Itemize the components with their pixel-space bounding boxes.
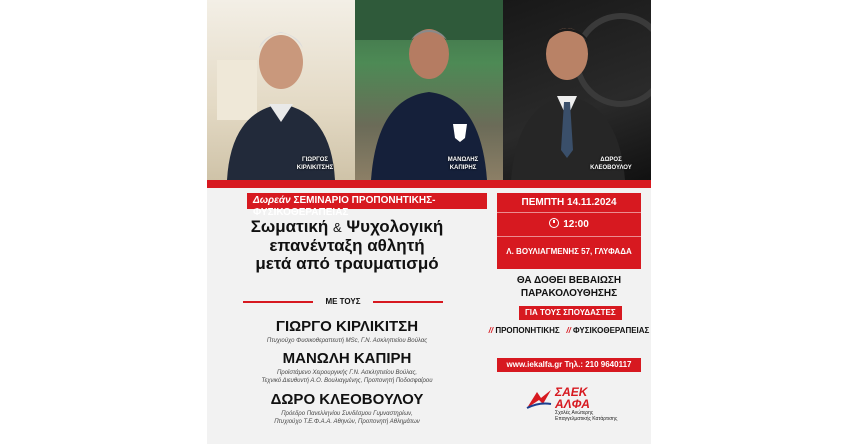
caption-first-name: ΓΙΩΡΓΟΣ [302,157,328,163]
speaker-photo-kapiris [355,0,503,180]
logo-subtitle-line-2: Επαγγελματικής Κατάρτισης [555,416,618,422]
attendance-note [487,274,651,300]
event-address: Λ. ΒΟΥΛΙΑΓΜΕΝΗΣ 57, ΓΛΥΦΑΔΑ [506,247,632,256]
logo-wordmark [555,386,590,410]
caption-first-name: ΔΩΡΟΣ [600,157,622,163]
divider-right [373,301,443,303]
event-date: ΠΕΜΠΤΗ 14.11.2024 [497,193,641,213]
headline-word-psychologiki: Ψυχολογική [346,217,444,236]
portrait-figure-1 [207,0,355,180]
photo-caption-3 [581,156,641,172]
tracks-list [487,326,651,335]
photo-caption-1 [285,156,345,172]
seminar-tag [247,193,487,218]
speaker-name-1: ΓΙΩΡΓΟ ΚΙΡΛΙΚΙΤΣΗ [275,318,419,335]
logo-line-2: ΑΛΦΑ [555,397,590,411]
speaker-desc-3b: Πτυχιούχο Τ.Ε.Φ.Α.Α. Αθηνών, Προπονητή Αθλημάτων [274,419,420,425]
speaker-desc-3a: Πρόεδρο Πανελληνίου Συνδέσμου Γυμναστηρίων, [281,411,413,417]
speaker-photo-kleovoulou [503,0,651,180]
headline-line-1 [227,218,467,237]
caption-last-name: ΚΙΡΛΙΚΙΤΣΗΣ [296,165,334,171]
caption-last-name: ΚΑΠΙΡΗΣ [449,165,477,171]
track-label-1: ΠΡΟΠΟΝΗΤΙΚΗΣ [495,326,560,335]
seminar-headline [227,218,467,273]
headline-line-2: επανένταξη αθλητή [269,236,425,255]
logo-line-1: ΣΑΕΚ [555,385,588,399]
speaker-desc-2a: Προϊστάμενο Χειρουργικής Γ.Ν. Ασκληπιείου Βούλας, [276,370,418,376]
track-label-2: ΦΥΣΙΚΟΘΕΡΑΠΕΙΑΣ [573,326,650,335]
event-details-column [487,188,651,444]
speaker-name-3: ΔΩΡΟ ΚΛΕΟΒΟΥΛΟΥ [270,391,424,408]
contact-info[interactable]: www.iekalfa.gr Τηλ.: 210 9640117 [497,358,641,372]
with-label: ΜΕ ΤΟΥΣ [325,297,361,306]
portrait-figure-3 [503,0,651,180]
photo-caption-2 [433,156,493,172]
logo-swoosh-icon [525,388,553,410]
caption-first-name: ΜΑΝΩΛΗΣ [447,157,479,163]
speaker-photos [207,0,651,180]
headline-ampersand: & [333,220,342,235]
speaker-name-2: ΜΑΝΩΛΗ ΚΑΠΙΡΗ [282,350,412,367]
seminar-label: ΣΕΜΙΝΑΡΙΟ ΠΡΟΠΟΝΗΤΙΚΗΣ-ΦΥΣΙΚΟΘΕΡΑΠΕΙΑΣ [253,195,436,218]
clock-icon [549,218,559,228]
headline-word-somatiki: Σωματική [250,217,329,236]
track-slash-1: // [488,326,494,335]
event-time: 12:00 [563,219,589,230]
seminar-info-column [207,188,487,444]
attendance-line-1: ΘΑ ΔΟΘΕΙ ΒΕΒΑΙΩΣΗ [516,275,622,286]
speaker-desc-2b: Τεχνικό Διευθυντή Α.Ο. Βουλιαγμένης, Προπονητή Ποδοσφαίρου [261,378,433,384]
red-band [207,180,651,188]
event-details-box [497,193,641,269]
portrait-figure-2 [355,0,503,180]
saek-alfa-logo [525,384,625,444]
speaker-desc-1: Πτυχιούχο Φυσικοθεραπευτή MSc, Γ.Ν. Ασκληπιείου Βούλας [266,338,428,344]
free-label: Δωρεάν [253,195,291,206]
seminar-poster [207,0,651,444]
logo-subtitle [555,410,617,422]
divider-left [243,301,313,303]
caption-last-name: ΚΛΕΟΒΟΥΛΟΥ [590,165,632,171]
track-slash-2: // [566,326,571,335]
speaker-photo-kirlikitsis [207,0,355,180]
event-time-row [497,213,641,237]
attendance-line-2: ΠΑΡΑΚΟΛΟΥΘΗΣΗΣ [520,288,618,299]
logo-subtitle-line-1: Σχολές Ανώτερης [555,410,594,416]
students-tag: ΓΙΑ ΤΟΥΣ ΣΠΟΥΔΑΣΤΕΣ [519,306,622,320]
headline-line-3: μετά από τραυματισμό [255,254,439,273]
